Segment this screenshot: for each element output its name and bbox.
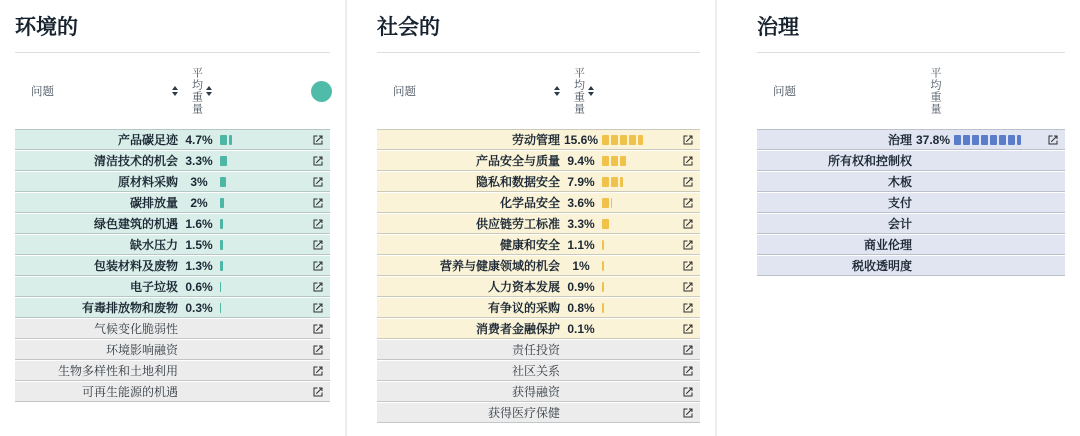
issue-label: 消费者金融保护 (475, 322, 560, 336)
table-row (757, 129, 1065, 150)
weight-bar (220, 282, 308, 292)
table-row (377, 361, 700, 381)
issue-label: 社区关系 (511, 364, 560, 378)
external-link-icon[interactable] (308, 260, 324, 272)
issue-label: 责任投资 (511, 343, 560, 357)
weight-bar (602, 240, 678, 250)
weight-value: 0.3% (185, 300, 213, 315)
bar-segment (972, 135, 979, 145)
table-row (15, 319, 330, 339)
table-row (377, 382, 700, 402)
bar-segment (602, 177, 609, 187)
issue-column-header: 问题 (773, 86, 796, 98)
bar-segment-partial (220, 240, 223, 250)
issue-label: 木板 (887, 175, 912, 189)
bar-segment-partial (620, 177, 623, 187)
weight-value: 1.5% (185, 237, 213, 252)
bar-segment (220, 135, 227, 145)
external-link-icon[interactable] (678, 281, 694, 293)
weight-value: 3.6% (567, 195, 595, 210)
external-link-icon[interactable] (308, 197, 324, 209)
table-row (15, 151, 330, 171)
issues-table (15, 129, 330, 402)
table-row (757, 214, 1065, 234)
table-row (15, 277, 330, 297)
table-row (377, 277, 700, 297)
column-title-social: 社会的 (377, 16, 440, 39)
weight-column-header: 平均重量 (929, 67, 941, 115)
issue-label: 人力资本发展 (487, 280, 560, 294)
external-link-icon[interactable] (308, 386, 324, 398)
bar-segment (990, 135, 997, 145)
issue-label: 生物多样性和土地利用 (57, 364, 178, 378)
table-row (15, 361, 330, 381)
table-row (15, 256, 330, 276)
weight-bar (602, 177, 678, 187)
table-row (15, 298, 330, 318)
governance-column (715, 0, 1080, 436)
weight-value: 9.4% (567, 153, 595, 168)
weight-bar (220, 219, 308, 229)
issue-label: 供应链劳工标准 (475, 217, 560, 231)
bar-segment (999, 135, 1006, 145)
table-row (377, 151, 700, 171)
issue-label: 清洁技术的机会 (93, 154, 178, 168)
table-row (377, 214, 700, 234)
column-title-governance: 治理 (757, 16, 799, 39)
table-row (377, 129, 700, 150)
issue-column-header: 问题 (31, 86, 54, 98)
table-row (377, 298, 700, 318)
weight-header-cell (912, 67, 958, 115)
table-row (377, 193, 700, 213)
issue-label: 有毒排放物和废物 (81, 301, 178, 315)
table-row (15, 172, 330, 192)
weight-bar (220, 240, 308, 250)
weight-bar (602, 219, 678, 229)
external-link-icon[interactable] (308, 281, 324, 293)
external-link-icon[interactable] (678, 176, 694, 188)
column-title-environmental: 环境的 (15, 16, 78, 39)
issue-label: 所有权和控制权 (827, 154, 912, 168)
external-link-icon[interactable] (678, 407, 694, 419)
external-link-icon[interactable] (308, 302, 324, 314)
bar-segment-partial (602, 282, 604, 292)
environmental-column (0, 0, 345, 436)
external-link-icon[interactable] (308, 134, 324, 146)
bar-segment-partial (220, 177, 226, 187)
weight-value: 3% (190, 174, 208, 189)
bar-segment-partial (220, 282, 221, 292)
weight-bar (602, 135, 678, 145)
external-link-icon[interactable] (678, 386, 694, 398)
weight-bar (220, 135, 308, 145)
issue-label: 会计 (887, 217, 912, 231)
bar-segment (954, 135, 961, 145)
issue-header-cell (15, 83, 178, 99)
score-indicator-circle (311, 81, 332, 102)
weight-value: 15.6% (563, 132, 599, 147)
issues-table (377, 129, 700, 423)
external-link-icon[interactable] (308, 239, 324, 251)
issue-label: 缺水压力 (129, 238, 178, 252)
weight-value: 2% (190, 195, 208, 210)
issue-label: 有争议的采购 (487, 301, 560, 315)
weight-column-header: 平均重量 (190, 67, 203, 115)
external-link-icon[interactable] (308, 344, 324, 356)
issue-label: 绿色建筑的机遇 (93, 217, 178, 231)
bar-segment-partial (229, 135, 232, 145)
table-row (377, 172, 700, 192)
issue-header-cell (377, 83, 560, 99)
bar-segment-partial (602, 303, 604, 313)
external-link-icon[interactable] (678, 323, 694, 335)
issue-label: 获得医疗保健 (487, 406, 560, 420)
weight-value: 0.9% (567, 279, 595, 294)
weight-value: 4.7% (185, 132, 213, 147)
bar-segment (602, 198, 609, 208)
bar-segment (602, 156, 609, 166)
weight-bar (602, 156, 678, 166)
issue-label: 税收透明度 (851, 259, 912, 273)
table-row (757, 235, 1065, 255)
table-row (757, 151, 1065, 171)
sort-icon[interactable] (588, 86, 594, 96)
bar-segment (220, 156, 227, 166)
weight-bar (220, 198, 308, 208)
external-link-icon[interactable] (1043, 134, 1059, 146)
issue-label: 商业伦理 (863, 238, 912, 252)
table-row (377, 319, 700, 339)
bar-segment (602, 135, 609, 145)
bar-segment (602, 219, 609, 229)
bar-segment (620, 135, 627, 145)
weight-value: 7.9% (567, 174, 595, 189)
table-header (377, 53, 700, 129)
table-header (15, 53, 330, 129)
table-row (757, 172, 1065, 192)
external-link-icon[interactable] (678, 260, 694, 272)
issues-table (757, 129, 1065, 276)
bar-segment-partial (620, 156, 626, 166)
weight-bar (602, 303, 678, 313)
issue-label: 健康和安全 (499, 238, 560, 252)
table-row (377, 403, 700, 423)
table-row (15, 382, 330, 402)
bar-segment (963, 135, 970, 145)
issue-label: 碳排放量 (129, 196, 178, 210)
weight-bar (220, 261, 308, 271)
weight-bar (220, 303, 308, 313)
bar-segment-partial (611, 198, 612, 208)
weight-bar (220, 177, 308, 187)
table-row (15, 340, 330, 360)
table-row (757, 193, 1065, 213)
table-row (377, 235, 700, 255)
issue-label: 电子垃圾 (129, 280, 178, 294)
bar-segment-partial (638, 135, 643, 145)
external-link-icon[interactable] (308, 323, 324, 335)
weight-bar (602, 198, 678, 208)
issue-label: 气候变化脆弱性 (93, 322, 178, 336)
issue-label: 营养与健康领域的机会 (439, 259, 560, 273)
sort-icon[interactable] (206, 86, 212, 96)
weight-bar (220, 156, 308, 166)
bar-segment (1008, 135, 1015, 145)
bar-segment (611, 177, 618, 187)
bar-segment-partial (220, 303, 221, 313)
weight-value: 1% (572, 258, 590, 273)
bar-segment (611, 156, 618, 166)
bar-segment (981, 135, 988, 145)
weight-header-cell (560, 67, 606, 115)
bar-segment-partial (1017, 135, 1021, 145)
bar-segment-partial (220, 198, 224, 208)
weight-column-header: 平均重量 (572, 67, 585, 115)
weight-value: 0.1% (567, 321, 595, 336)
table-row (15, 214, 330, 234)
issue-column-header: 问题 (393, 86, 416, 98)
weight-header-cell (178, 67, 224, 115)
weight-value: 0.8% (567, 300, 595, 315)
issue-label: 原材料采购 (117, 175, 178, 189)
weight-value: 0.6% (185, 279, 213, 294)
table-row (15, 193, 330, 213)
bar-segment (611, 135, 618, 145)
weight-bar (602, 282, 678, 292)
table-row (377, 256, 700, 276)
external-link-icon[interactable] (678, 239, 694, 251)
external-link-icon[interactable] (678, 365, 694, 377)
table-row (15, 235, 330, 255)
external-link-icon[interactable] (678, 155, 694, 167)
weight-bar (602, 261, 678, 271)
weight-value: 1.3% (185, 258, 213, 273)
bar-segment-partial (602, 261, 604, 271)
external-link-icon[interactable] (678, 344, 694, 356)
issue-label: 治理 (887, 133, 912, 147)
external-link-icon[interactable] (308, 155, 324, 167)
weight-value: 1.1% (567, 237, 595, 252)
bar-segment-partial (602, 240, 604, 250)
issue-label: 隐私和数据安全 (475, 175, 560, 189)
issue-label: 可再生能源的机遇 (81, 385, 178, 399)
issue-label: 获得融资 (511, 385, 560, 399)
issue-header-cell (757, 83, 912, 99)
issue-label: 支付 (887, 196, 912, 210)
issue-label: 产品碳足迹 (117, 133, 178, 147)
social-column (345, 0, 715, 436)
external-link-icon[interactable] (678, 302, 694, 314)
issue-label: 环境影响融资 (105, 343, 178, 357)
weight-value: 37.8% (915, 132, 951, 147)
issue-label: 产品安全与质量 (475, 154, 560, 168)
weight-value: 3.3% (567, 216, 595, 231)
external-link-icon[interactable] (308, 176, 324, 188)
issue-label: 劳动管理 (511, 133, 560, 147)
bar-segment-partial (220, 261, 223, 271)
external-link-icon[interactable] (678, 134, 694, 146)
table-header (757, 53, 1065, 129)
external-link-icon[interactable] (678, 197, 694, 209)
table-row (377, 340, 700, 360)
bar-segment (629, 135, 636, 145)
external-link-icon[interactable] (308, 218, 324, 230)
weight-value: 1.6% (185, 216, 213, 231)
external-link-icon[interactable] (678, 218, 694, 230)
issue-label: 包装材料及废物 (93, 259, 178, 273)
bar-segment-partial (220, 219, 223, 229)
table-row (15, 129, 330, 150)
table-row (757, 256, 1065, 276)
weight-bar (954, 135, 1043, 145)
issue-label: 化学品安全 (499, 196, 560, 210)
weight-value: 3.3% (185, 153, 213, 168)
external-link-icon[interactable] (308, 365, 324, 377)
